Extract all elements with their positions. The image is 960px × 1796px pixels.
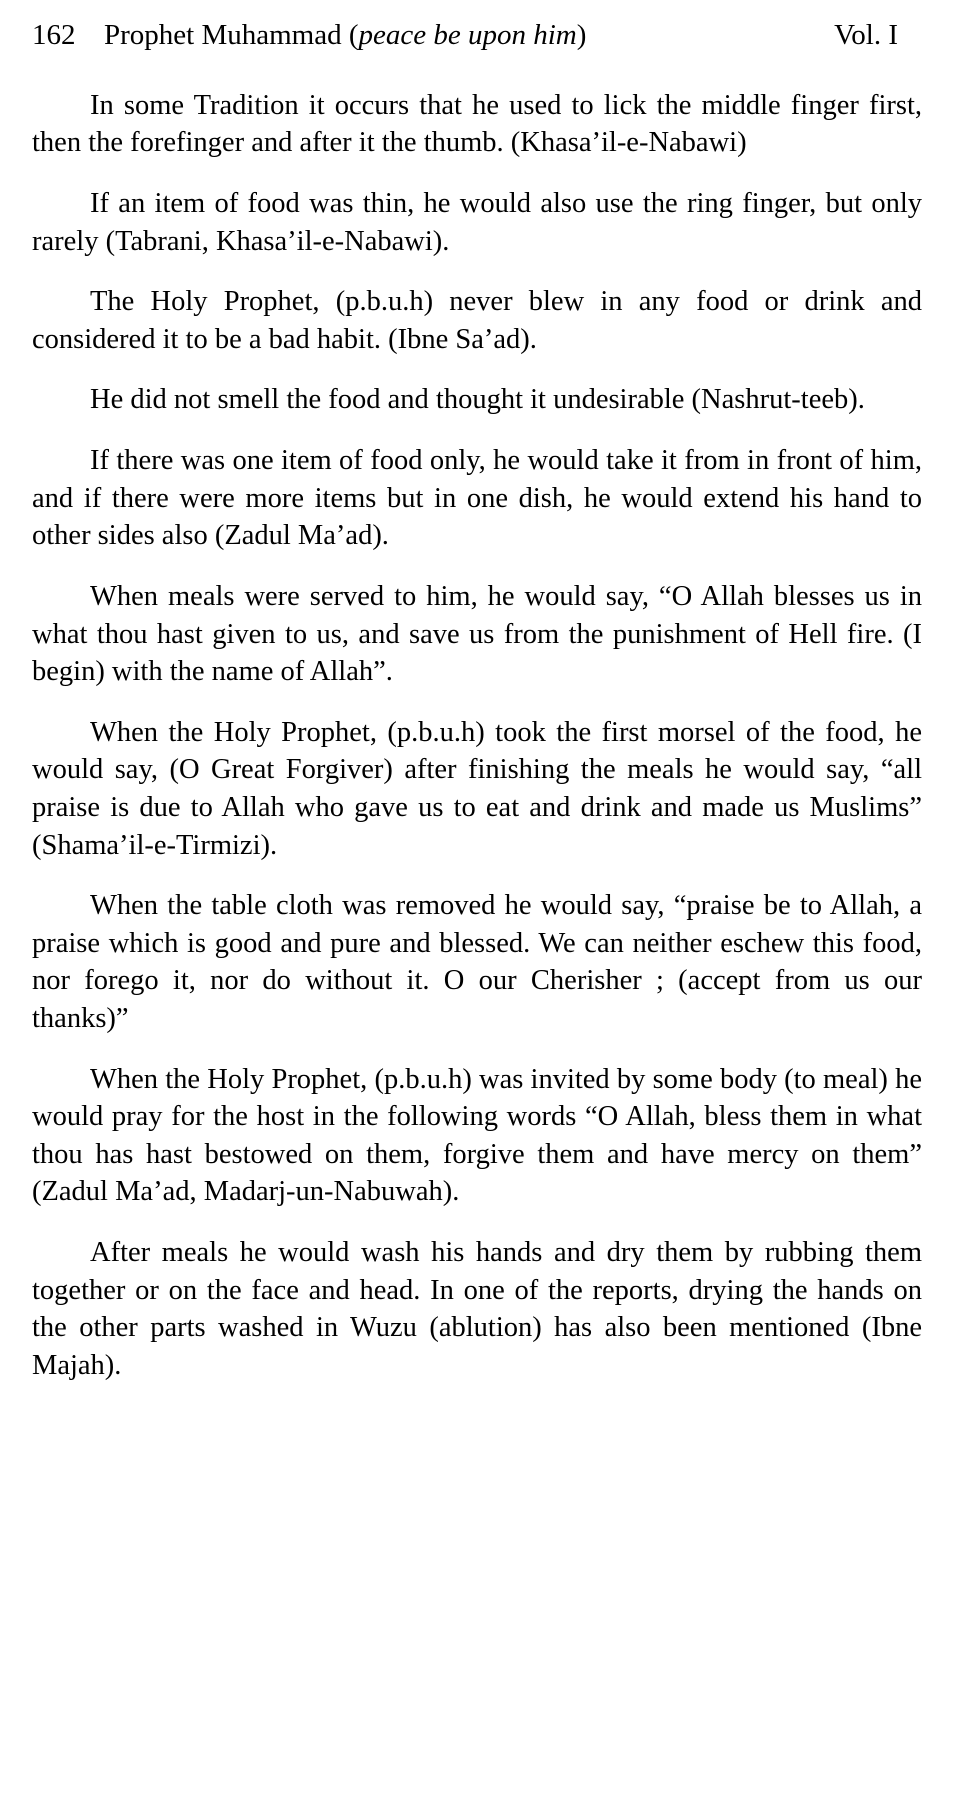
paragraph: When meals were served to him, he would say, “O Allah blesses us in what thou hast given to us, and save us from the punishment of Hell fire. (I begin) with the name of Allah”. [32, 580, 922, 688]
paragraph: When the Holy Prophet, (p.b.u.h) took the first morsel of the food, he would say, (O Great Forgiver) after finishing the meals he would say, “all praise is due to Allah who gave us to eat and drink and made us Muslims” (Shama’il-e-Tirmizi). [32, 716, 922, 861]
paragraph: After meals he would wash his hands and dry them by rubbing them together or on the face and head. In one of the reports, drying the hands on the other parts washed in Wuzu (ablution) has also been mentioned (Ibne Majah). [32, 1237, 922, 1381]
running-title-suffix: ) [576, 19, 587, 51]
page-header [30, 18, 930, 53]
paragraph: If there was one item of food only, he would take it from in front of him, and if there were more items but in one dish, he would extend his hand to other sides also (Zadul Ma’ad). [32, 445, 922, 552]
paragraph: When the table cloth was removed he would say, “praise be to Allah, a praise which is good and pure and blessed. We can neither eschew this food, nor forego it, nor do without it. O our Cherisher ; (accept from us our thanks)” [32, 890, 922, 1034]
volume-label: Vol. I [834, 19, 898, 51]
paragraph: If an item of food was thin, he would also use the ring finger, but only rarely (Tabrani, Khasa’il-e-Nabawi). [32, 188, 922, 257]
paragraph: In some Tradition it occurs that he used to lick the middle finger first, then the forefinger and after it the thumb. (Khasa’il-e-Nabawi) [32, 89, 922, 159]
running-title-prefix: Prophet Muhammad ( [104, 19, 359, 51]
page-number: 162 [32, 19, 76, 51]
page-body [30, 87, 930, 1385]
paragraph: He did not smell the food and thought it undesirable (Nashrut-teeb). [90, 384, 865, 416]
running-title-emphasis: peace be upon him [358, 19, 577, 51]
paragraph: When the Holy Prophet, (p.b.u.h) was invited by some body (to meal) he would pray for the host in the following words “O Allah, bless them in what thou has hast bestowed on them, forgive them and have mercy on them” (Zadul Ma’ad, Madarj-un-Nabuwah). [32, 1063, 922, 1208]
running-title [104, 18, 586, 53]
paragraph: The Holy Prophet, (p.b.u.h) never blew in any food or drink and considered it to be a bad habit. (Ibne Sa’ad). [32, 286, 922, 355]
